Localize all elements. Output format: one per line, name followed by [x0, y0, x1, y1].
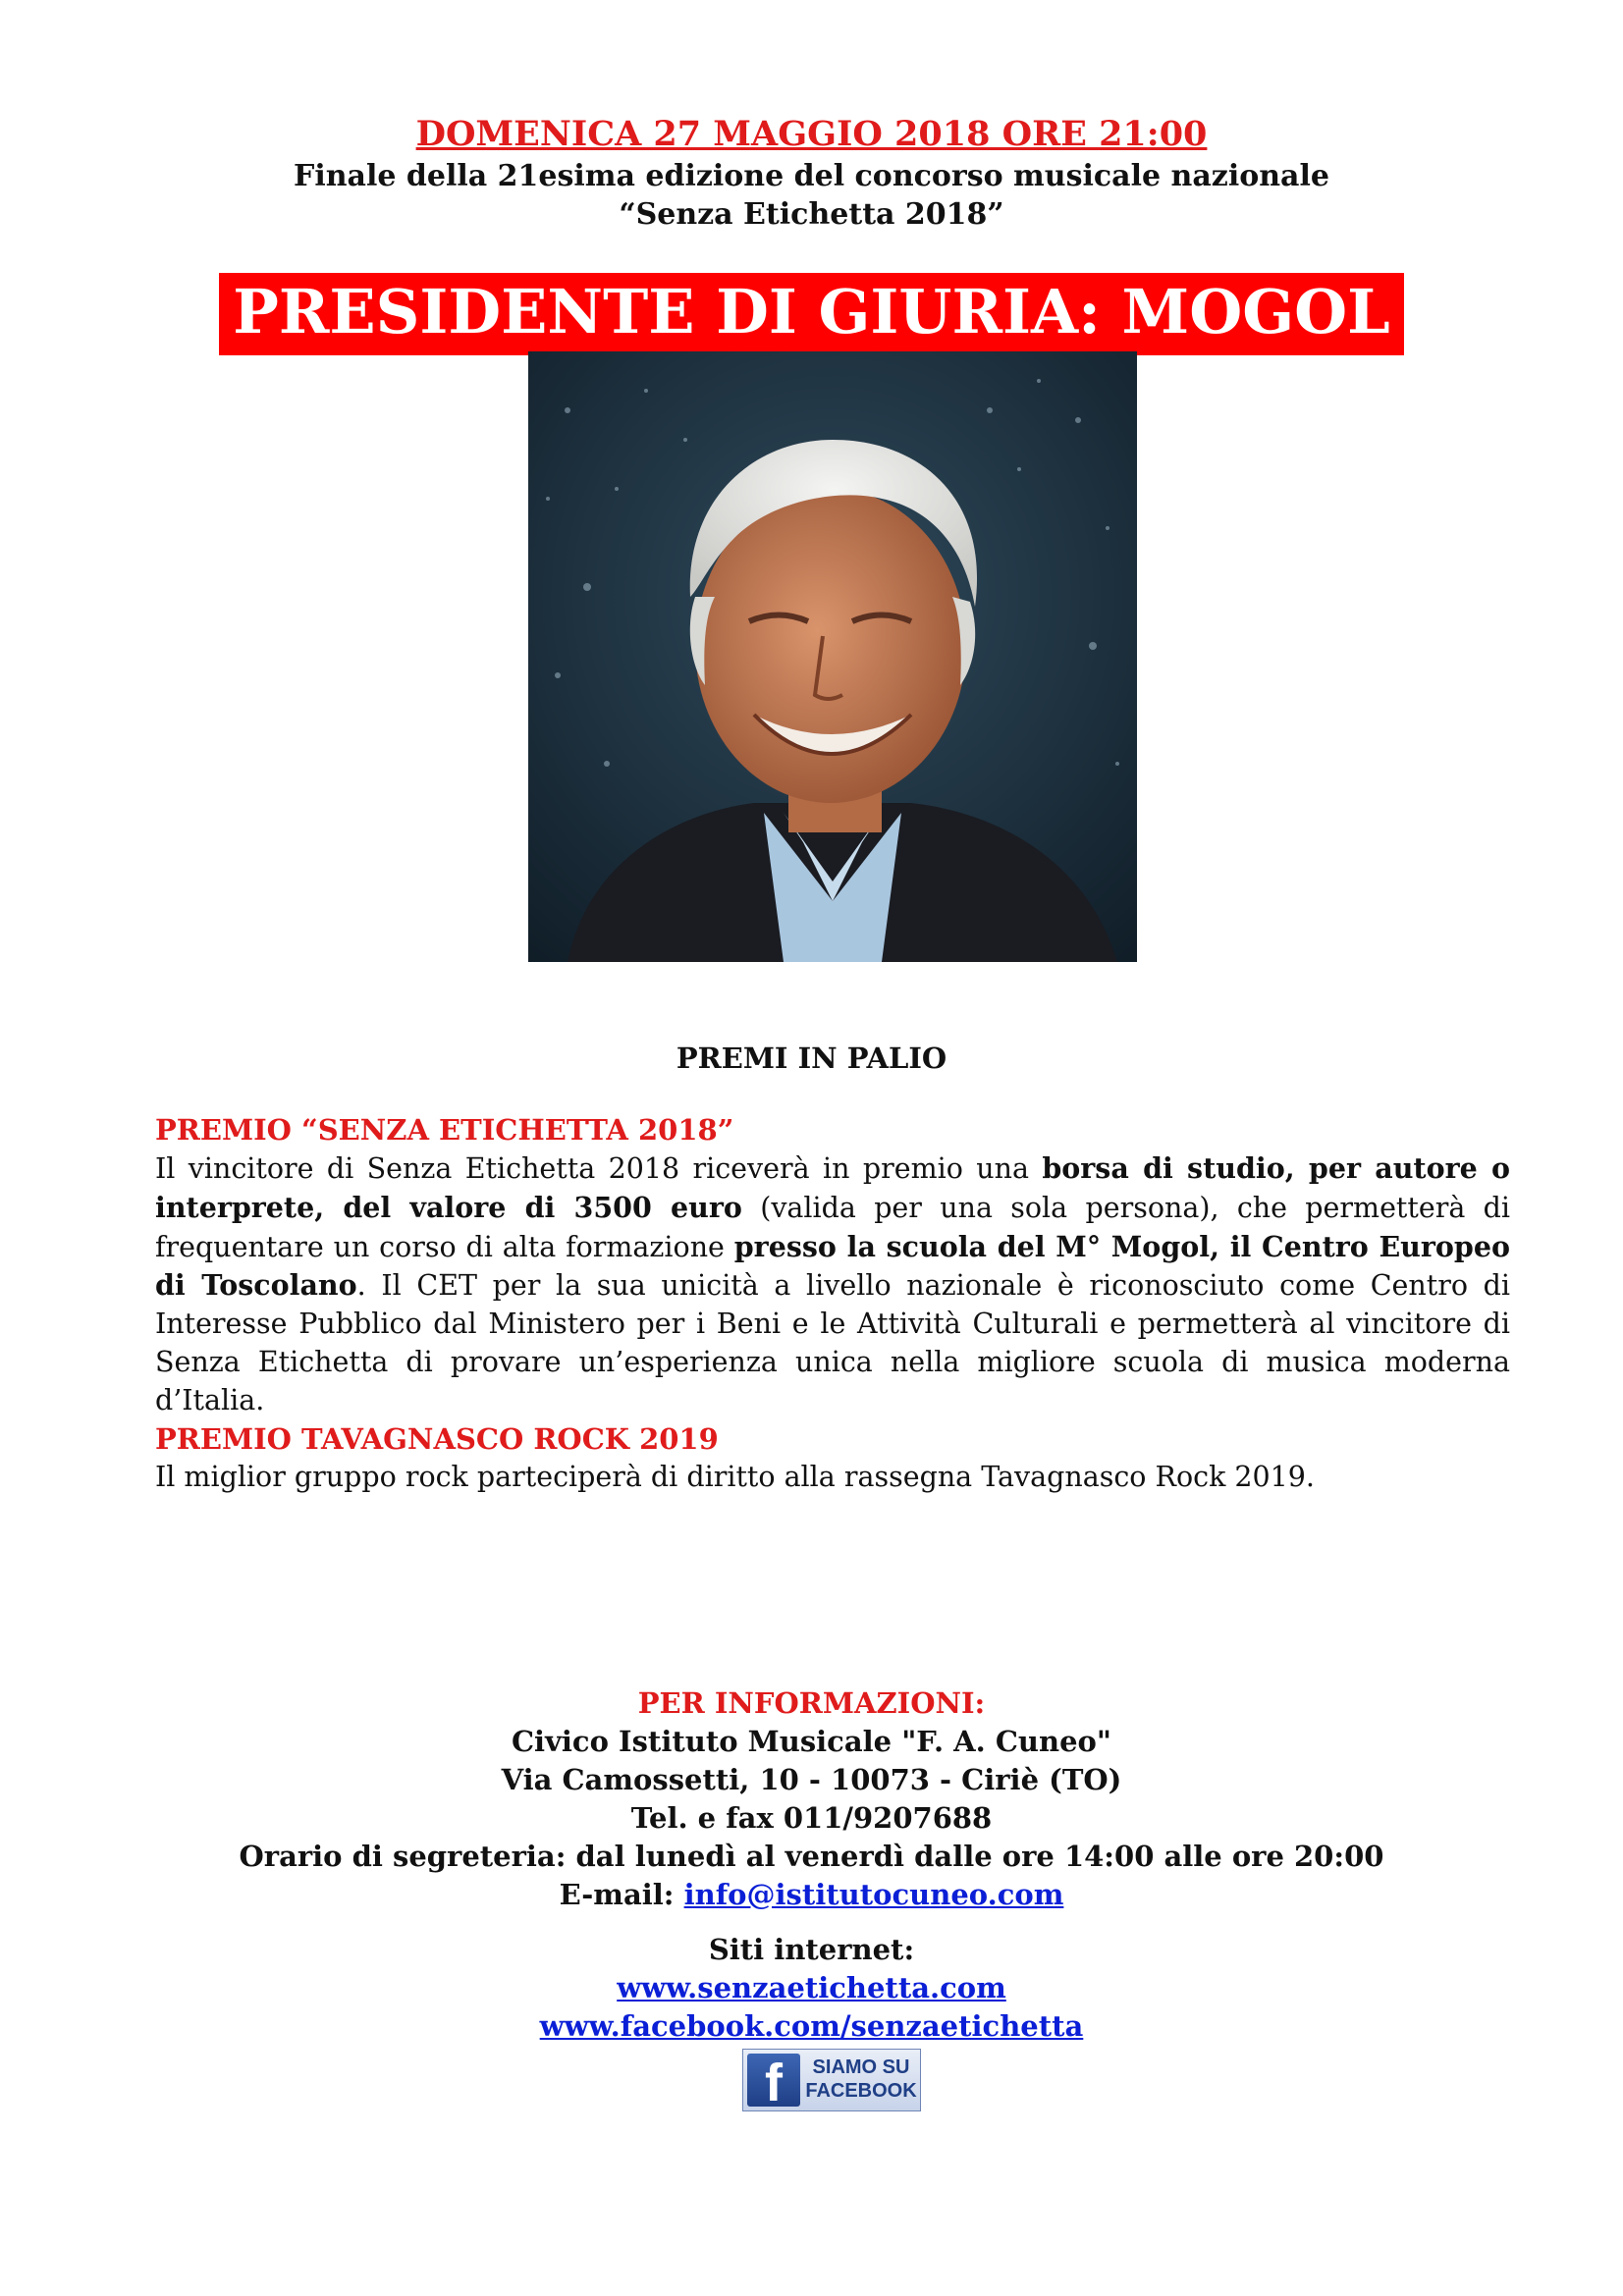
prize1-body: [155, 1149, 1510, 1420]
sites-heading: Siti internet:: [708, 1933, 915, 1966]
prize1-text-part1: Il vincitore di Senza Etichetta 2018 riceverà in premio una: [155, 1152, 1043, 1185]
info-hours: Orario di segreteria: dal lunedì al venerdì dalle ore 14:00 alle ore 20:00: [239, 1840, 1384, 1873]
facebook-badge-line1: SIAMO SU: [812, 2056, 910, 2078]
info-phone: Tel. e fax 011/9207688: [630, 1801, 993, 1835]
info-org: Civico Istituto Musicale "F. A. Cuneo": [511, 1725, 1112, 1758]
prize1-text-part2: (valida per una sola persona), che permetterà di frequentare un corso di alta formazione: [155, 1191, 1510, 1263]
info-address: Via Camossetti, 10 - 10073 - Ciriè (TO): [501, 1763, 1122, 1796]
info-email-line: [0, 1876, 1623, 1914]
prize2-body: Il miglior gruppo rock parteciperà di diritto alla rassegna Tavagnasco Rock 2019.: [155, 1461, 1315, 1493]
facebook-badge-line2: FACEBOOK: [805, 2080, 917, 2102]
facebook-badge[interactable]: [742, 2049, 921, 2111]
event-subtitle-line1: Finale della 21esima edizione del concorso musicale nazionale: [294, 159, 1329, 193]
portrait-photo: [528, 351, 1137, 962]
prize1-text-part3: . Il CET per la sua unicità a livello nazionale è riconosciuto come Centro di Interesse Pubblico dal Ministero per i Beni e le Attività Culturali e permetterà al vincitore di Senza Etichetta di provare un’esperienza unica nella migliore scuola di musica moderna d’Italia.: [155, 1269, 1511, 1416]
prize1-bold-part2: presso la scuola del M° Mogol, il Centro Europeo di Toscolano: [155, 1229, 1510, 1303]
event-subtitle-line2: “Senza Etichetta 2018”: [619, 197, 1004, 232]
prize1-heading: PREMIO “SENZA ETICHETTA 2018”: [155, 1113, 734, 1147]
prizes-title: PREMI IN PALIO: [676, 1041, 947, 1075]
info-heading: PER INFORMAZIONI:: [637, 1686, 986, 1720]
event-date: DOMENICA 27 MAGGIO 2018 ORE 21:00: [415, 114, 1208, 154]
portrait-photo-icon: [528, 351, 1137, 962]
facebook-icon: f: [747, 2054, 800, 2107]
president-banner-wrap: [0, 273, 1623, 355]
prize1-bold-part1: borsa di studio, per autore o interprete, del valore di 3500 euro: [155, 1151, 1510, 1224]
president-banner: PRESIDENTE DI GIURIA: MOGOL: [219, 273, 1404, 355]
prize2-heading: PREMIO TAVAGNASCO ROCK 2019: [155, 1422, 719, 1456]
contact-info: [0, 1684, 1623, 1914]
site-link-facebook[interactable]: www.facebook.com/senzaetichetta: [539, 2009, 1084, 2043]
facebook-badge-text: [804, 2056, 918, 2103]
info-email-label: E-mail:: [559, 1878, 684, 1911]
site-link-senzaetichetta[interactable]: www.senzaetichetta.com: [617, 1971, 1006, 2004]
email-link[interactable]: info@istitutocuneo.com: [683, 1878, 1064, 1911]
websites: [0, 1931, 1623, 2046]
